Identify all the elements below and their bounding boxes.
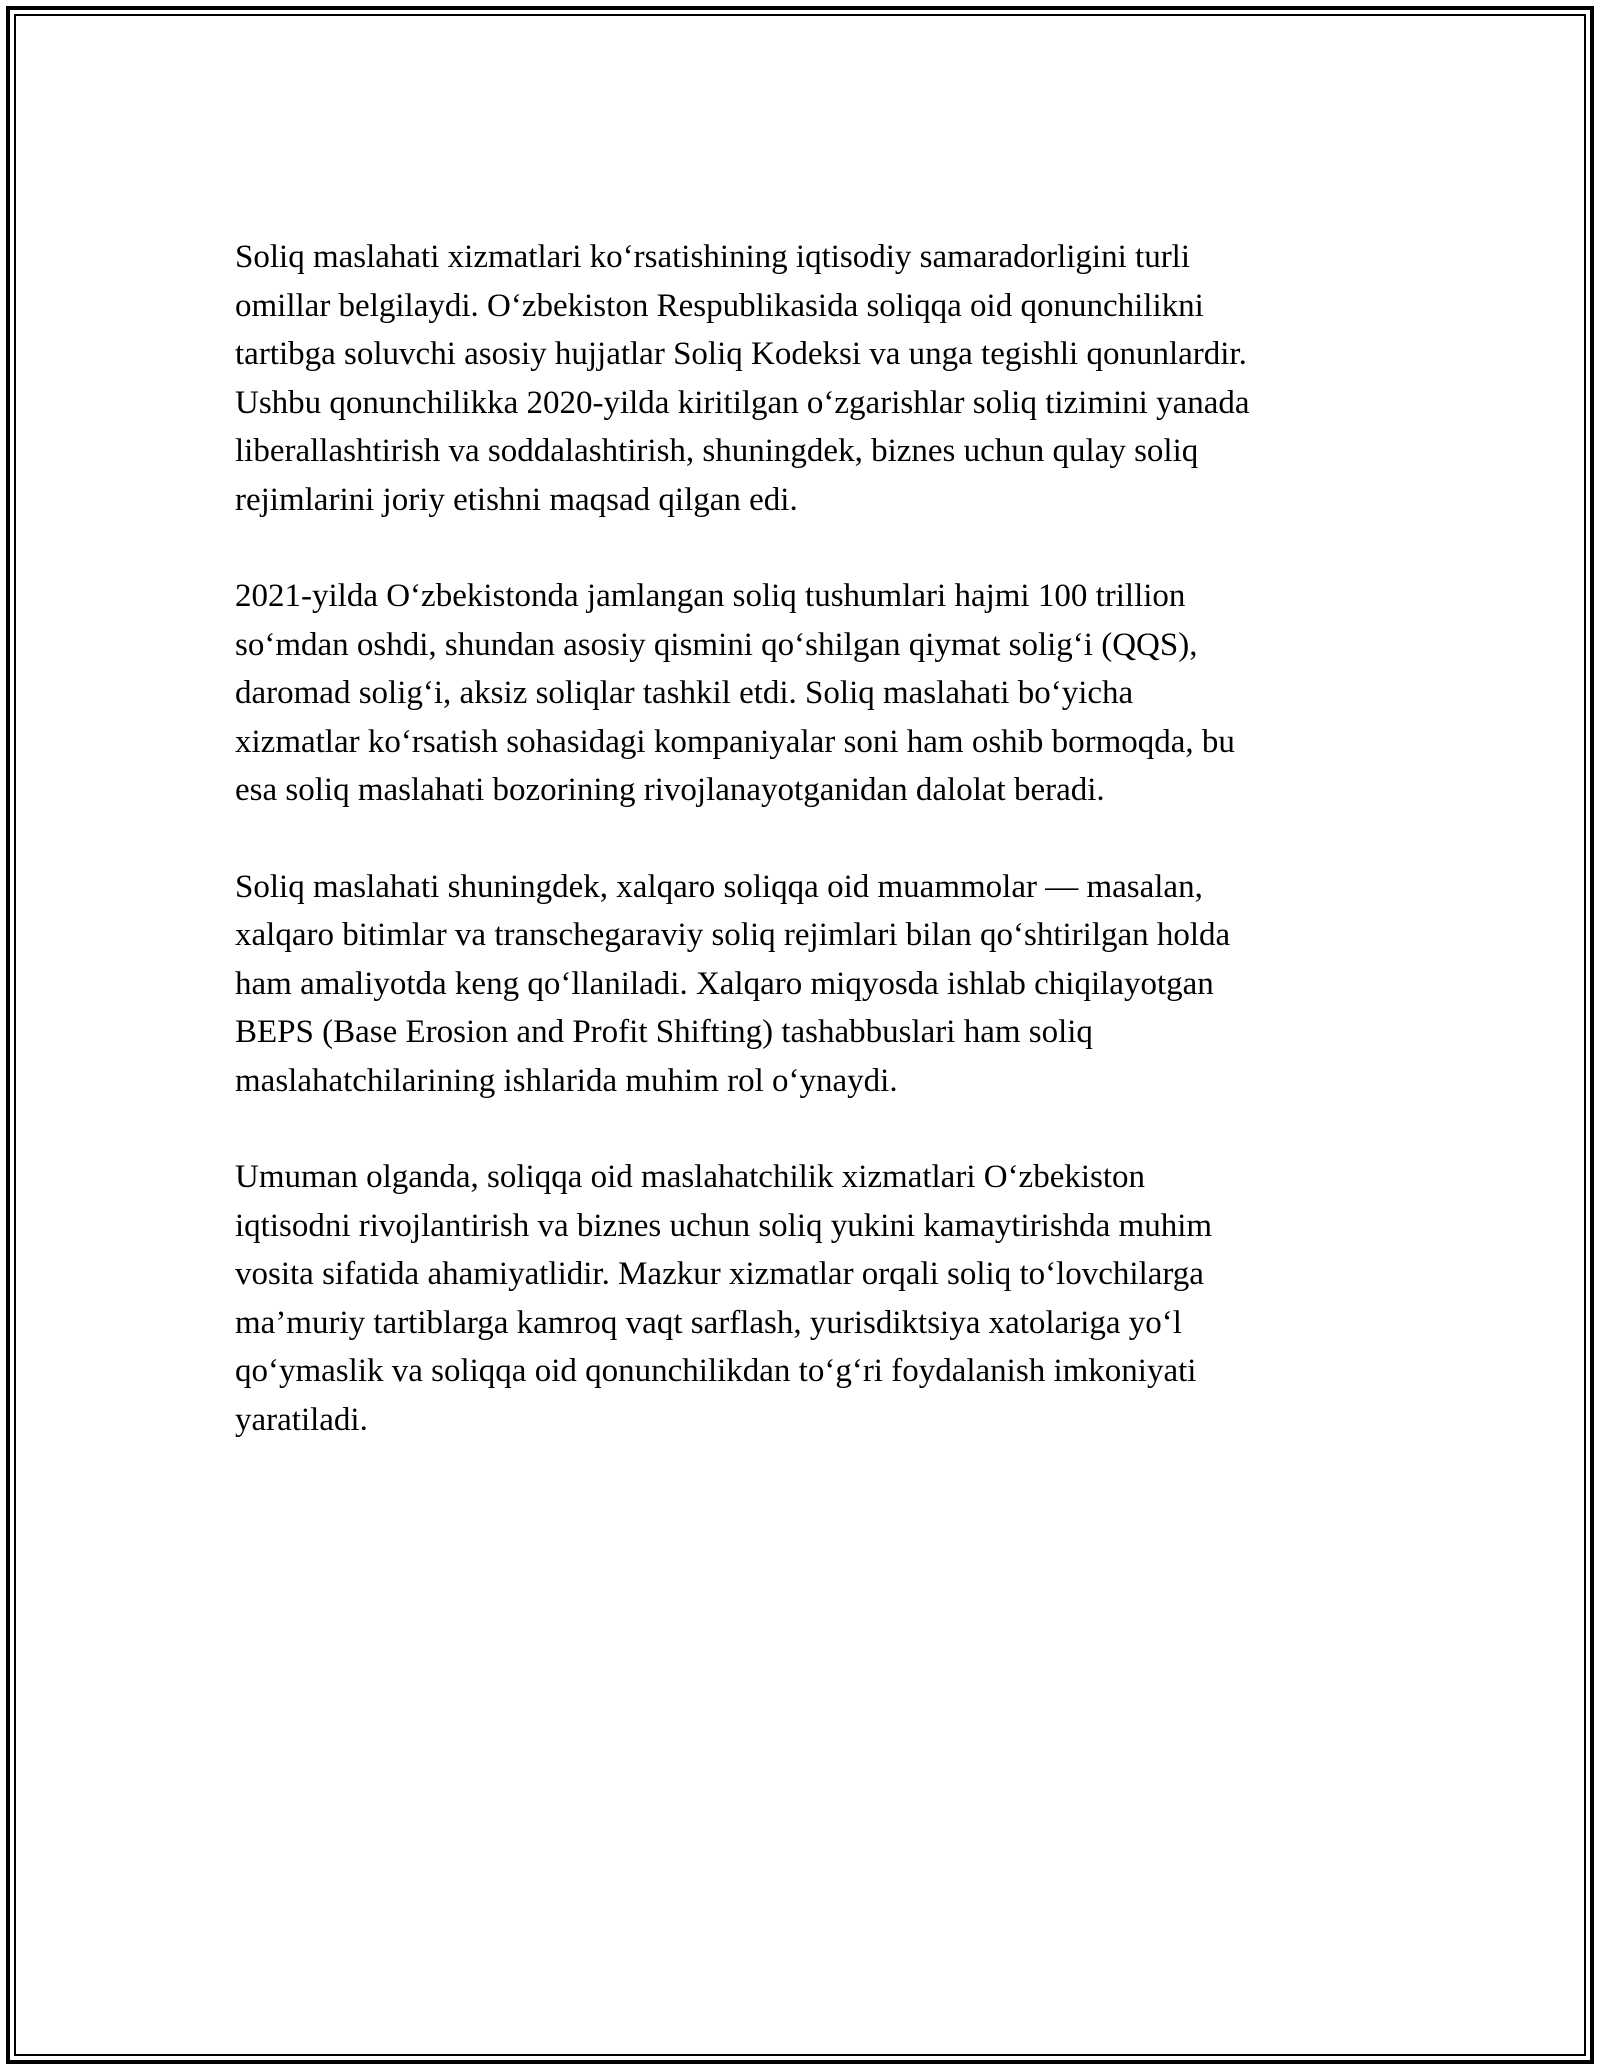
paragraph-2: 2021-yilda O‘zbekistonda jamlangan soliq tushumlari hajmi 100 trillion so‘mdan oshdi, shundan asosiy qismini qo‘shilgan qiymat solig‘i (QQS), daromad solig‘i, aksiz soliqlar tashkil etdi. Soliq maslahati bo‘yicha xizmatlar ko‘rsatish sohasidagi kompaniyalar soni ham oshib bormoqda, bu esa soliq maslahati bozorining rivojlanayotganidan dalolat beradi. bbox=[235, 578, 1235, 808]
paragraph-4: Umuman olganda, soliqqa oid maslahatchilik xizmatlari O‘zbekiston iqtisodni rivojlantirish va biznes uchun soliq yukini kamaytirishda muhim vosita sifatida ahamiyatlidir. Mazkur xizmatlar orqali soliq to‘lovchilarga ma’muriy tartiblarga kamroq vaqt sarflash, yurisdiktsiya xatolariga yo‘l qo‘ymaslik va soliqqa oid qonunchilikdan to‘g‘ri foydalanish imkoniyati yaratiladi. bbox=[235, 1159, 1213, 1438]
paragraph-1: Soliq maslahati xizmatlari ko‘rsatishining iqtisodiy samaradorligini turli omillar belgilaydi. O‘zbekiston Respublikasida soliqqa oid qonunchilikni tartibga soluvchi asosiy hujjatlar Soliq Kodeksi va unga tegishli qonunlardir. Ushbu qonunchilikka 2020-yilda kiritilgan o‘zgarishlar soliq tizimini yanada liberallashtirish va soddalashtirish, shuningdek, biznes uchun qulay soliq rejimlarini joriy etishni maqsad qilgan edi. bbox=[235, 239, 1250, 518]
document-body bbox=[235, 233, 1375, 1492]
paragraph-3: Soliq maslahati shuningdek, xalqaro soliqqa oid muammolar — masalan, xalqaro bitimlar va transchegaraviy soliq rejimlari bilan qo‘shtirilgan holda ham amaliyotda keng qo‘llaniladi. Xalqaro miqyosda ishlab chiqilayotgan BEPS (Base Erosion and Profit Shifting) tashabbuslari ham soliq maslahatchilarining ishlarida muhim rol o‘ynaydi. bbox=[235, 868, 1231, 1099]
